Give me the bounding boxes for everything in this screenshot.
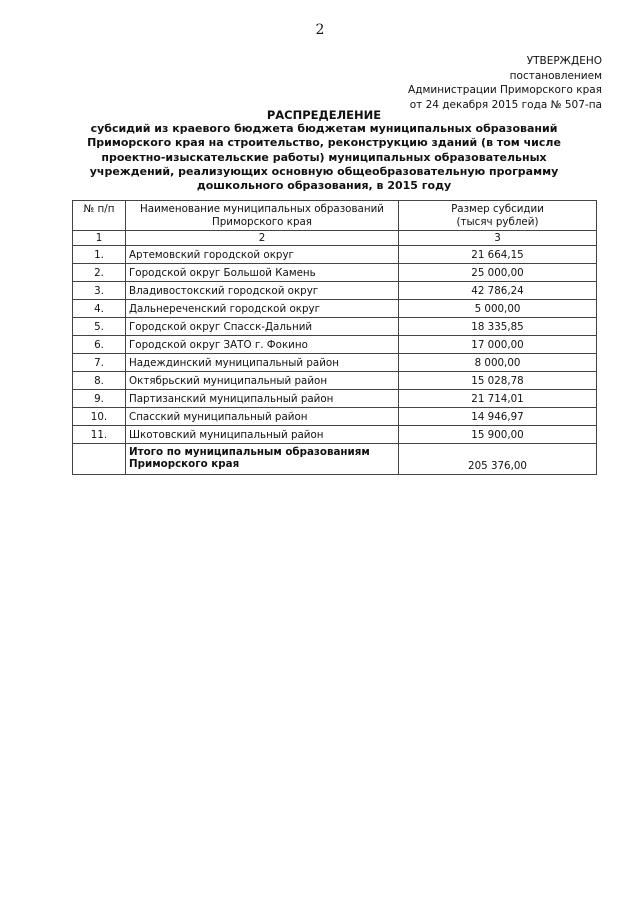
row-amount: 42 786,24 (399, 282, 597, 300)
header-name-line: Наименование муниципальных образований (140, 203, 384, 215)
header-amount-line: Размер субсидии (451, 203, 544, 215)
row-name: Городской округ ЗАТО г. Фокино (126, 336, 399, 354)
title-line: учреждений, реализующих основную общеобразовательную программу (89, 164, 559, 178)
column-index: 2 (126, 231, 399, 246)
table-row (73, 372, 597, 390)
row-name: Дальнереченский городской округ (126, 300, 399, 318)
header-num: № п/п (73, 201, 126, 231)
approval-line: от 24 декабря 2015 года № 507-па (409, 98, 602, 111)
row-name: Партизанский муниципальный район (126, 390, 399, 408)
row-amount: 8 000,00 (399, 354, 597, 372)
approval-stamp (408, 54, 602, 112)
row-num: 6. (73, 336, 126, 354)
row-num: 10. (73, 408, 126, 426)
table-row (73, 390, 597, 408)
header-name-line: Приморского края (212, 215, 312, 228)
row-amount: 15 028,78 (399, 372, 597, 390)
approval-line: УТВЕРЖДЕНО (526, 55, 602, 67)
table-row (73, 318, 597, 336)
row-num: 7. (73, 354, 126, 372)
row-num: 1. (73, 246, 126, 264)
row-name: Шкотовский муниципальный район (126, 426, 399, 444)
title-line: дошкольного образования, в 2015 году (196, 179, 452, 193)
row-name: Спасский муниципальный район (126, 408, 399, 426)
row-name: Артемовский городской округ (126, 246, 399, 264)
table-row (73, 354, 597, 372)
total-label-line: Приморского края (129, 458, 240, 470)
total-num (73, 444, 126, 475)
row-num: 11. (73, 426, 126, 444)
total-label-line: Итого по муниципальным образованиям (129, 446, 370, 458)
column-index: 3 (399, 231, 597, 246)
row-amount: 14 946,97 (399, 408, 597, 426)
title-line: проектно-изыскательские работы) муниципальных образовательных (101, 150, 547, 164)
approval-line: Администрации Приморского края (408, 84, 602, 96)
row-amount: 5 000,00 (399, 300, 597, 318)
header-name (126, 201, 399, 231)
table-row (73, 426, 597, 444)
row-amount: 21 714,01 (399, 390, 597, 408)
row-name: Городской округ Спасск-Дальний (126, 318, 399, 336)
table-header-row (73, 201, 597, 231)
table-row (73, 300, 597, 318)
total-row (73, 444, 597, 475)
header-amount (399, 201, 597, 231)
row-num: 8. (73, 372, 126, 390)
document-title (74, 108, 574, 193)
subsidy-table (72, 200, 597, 475)
row-num: 2. (73, 264, 126, 282)
title-heading: РАСПРЕДЕЛЕНИЕ (266, 108, 382, 122)
total-label (126, 444, 399, 475)
header-amount-line: (тысяч рублей) (456, 215, 539, 228)
row-name: Владивостокский городской округ (126, 282, 399, 300)
title-line: субсидий из краевого бюджета бюджетам муниципальных образований (90, 122, 558, 136)
table-row (73, 408, 597, 426)
row-num: 3. (73, 282, 126, 300)
row-name: Октябрьский муниципальный район (126, 372, 399, 390)
row-name: Городской округ Большой Камень (126, 264, 399, 282)
column-index-row (73, 231, 597, 246)
row-name: Надеждинский муниципальный район (126, 354, 399, 372)
row-num: 5. (73, 318, 126, 336)
table-row (73, 246, 597, 264)
row-amount: 21 664,15 (399, 246, 597, 264)
table-row (73, 282, 597, 300)
row-amount: 18 335,85 (399, 318, 597, 336)
title-line: Приморского края на строительство, реконструкцию зданий (в том числе (87, 136, 561, 150)
approval-line: постановлением (509, 69, 602, 82)
row-num: 4. (73, 300, 126, 318)
row-num: 9. (73, 390, 126, 408)
table-row (73, 336, 597, 354)
row-amount: 25 000,00 (399, 264, 597, 282)
table-row (73, 264, 597, 282)
total-amount: 205 376,00 (399, 444, 597, 475)
page-number: 2 (315, 22, 325, 38)
row-amount: 15 900,00 (399, 426, 597, 444)
column-index: 1 (73, 231, 126, 246)
row-amount: 17 000,00 (399, 336, 597, 354)
